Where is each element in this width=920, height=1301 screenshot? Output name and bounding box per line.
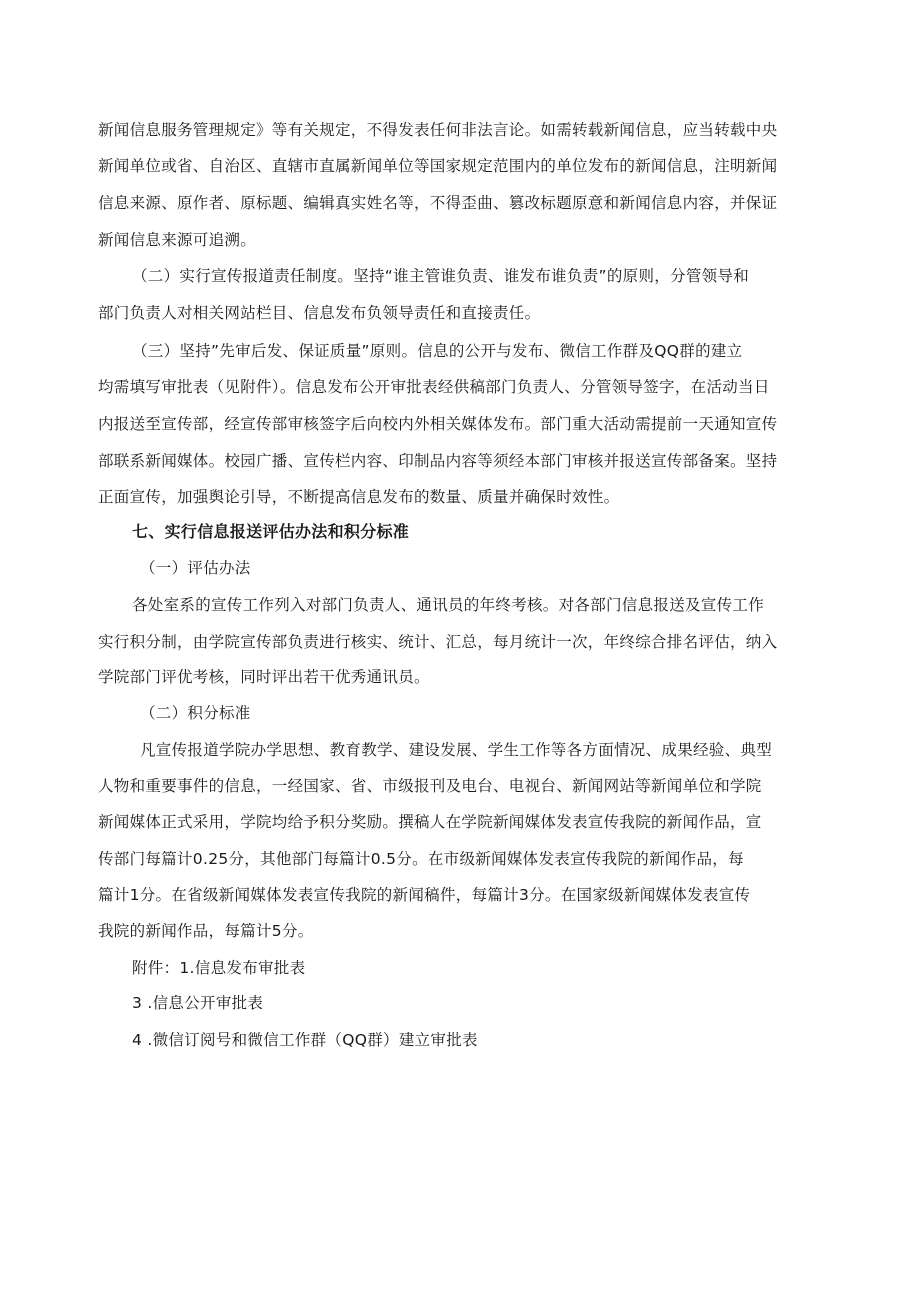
paragraph-3-line-3: 内报送至宣传部，经宣传部审核签字后向校内外相关媒体发布。部门重大活动需提前一天通知宣传 (98, 415, 778, 433)
paragraph-4-line-1: 各处室系的宣传工作列入对部门负责人、通讯员的年终考核。对各部门信息报送及宣传工作 (132, 596, 765, 614)
subheading-points-standard: （二）积分标准 (140, 704, 251, 722)
paragraph-1-line-4: 新闻信息来源可追溯。 (98, 231, 257, 249)
paragraph-1-line-3: 信息来源、原作者、原标题、编辑真实姓名等，不得歪曲、篡改标题原意和新闻信息内容，并保证 (98, 194, 778, 212)
paragraph-3-line-2: 均需填写审批表（见附件）。信息发布公开审批表经供稿部门负责人、分管领导签字，在活动当日 (98, 378, 770, 396)
section-heading-7: 七、实行信息报送评估办法和积分标准 (132, 522, 410, 541)
paragraph-2-line-2: 部门负责人对相关网站栏目、信息发布负领导责任和直接责任。 (98, 304, 541, 322)
paragraph-4-line-3: 学院部门评优考核，同时评出若干优秀通讯员。 (98, 668, 430, 686)
paragraph-5-line-6: 我院的新闻作品，每篇计5分。 (98, 922, 314, 940)
attachment-1: 附件：1.信息发布审批表 (132, 959, 306, 977)
paragraph-4-line-2: 实行积分制，由学院宣传部负责进行核实、统计、汇总，每月统计一次，年终综合排名评估，纳入 (98, 633, 778, 651)
attachment-4: 4 .微信订阅号和微信工作群（QQ群）建立审批表 (132, 1031, 478, 1049)
paragraph-5-line-5: 篇计1分。在省级新闻媒体发表宣传我院的新闻稿件，每篇计3分。在国家级新闻媒体发表宣传 (98, 886, 751, 904)
paragraph-5-line-2: 人物和重要事件的信息，一经国家、省、市级报刊及电台、电视台、新闻网站等新闻单位和学院 (98, 777, 762, 795)
paragraph-2-line-1: （二）实行宣传报道责任制度。坚持“谁主管谁负责、谁发布谁负责”的原则，分管领导和 (132, 267, 750, 285)
paragraph-3-line-5: 正面宣传，加强舆论引导，不断提高信息发布的数量、质量并确保时效性。 (98, 488, 620, 506)
paragraph-5-line-3: 新闻媒体正式采用，学院均给予积分奖励。撰稿人在学院新闻媒体发表宣传我院的新闻作品，宣 (98, 813, 762, 831)
subheading-evaluation-method: （一）评估办法 (140, 559, 251, 577)
paragraph-5-line-1: 凡宣传报道学院办学思想、教育教学、建设发展、学生工作等各方面情况、成果经验、典型 (140, 741, 773, 759)
paragraph-1-line-2: 新闻单位或省、自治区、直辖市直属新闻单位等国家规定范围内的单位发布的新闻信息，注明新闻 (98, 157, 778, 175)
paragraph-1-line-1: 新闻信息服务管理规定》等有关规定，不得发表任何非法言论。如需转载新闻信息，应当转载中央 (98, 121, 778, 139)
paragraph-3-line-4: 部联系新闻媒体。校园广播、宣传栏内容、印制品内容等须经本部门审核并报送宣传部备案。坚持 (98, 452, 778, 470)
paragraph-5-line-4: 传部门每篇计0.25分，其他部门每篇计0.5分。在市级新闻媒体发表宣传我院的新闻作品，每 (98, 850, 744, 868)
attachment-3: 3 .信息公开审批表 (132, 994, 264, 1012)
paragraph-3-line-1: （三）坚持”先审后发、保证质量”原则。信息的公开与发布、微信工作群及QQ群的建立 (132, 342, 743, 360)
